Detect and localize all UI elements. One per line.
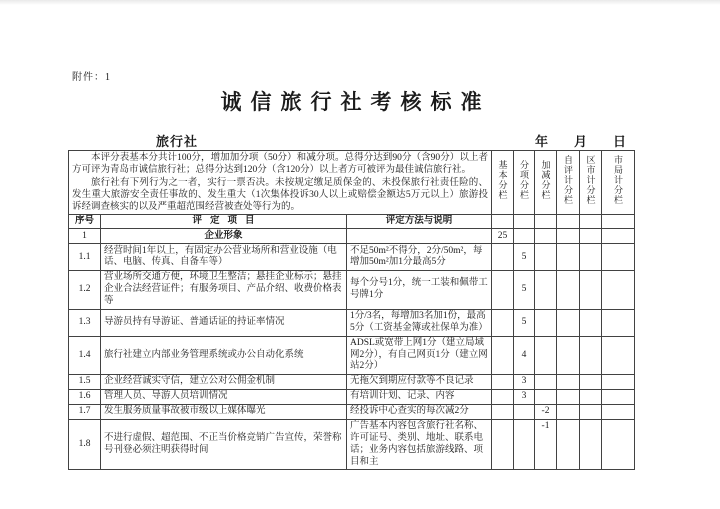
agency-name-label: 旅行社 (156, 134, 199, 149)
score-subitem-cell: 5 (514, 309, 535, 336)
subheader (68, 131, 634, 147)
column-header-district-score (580, 151, 602, 215)
score-plus-minus-cell (535, 390, 557, 405)
table-row (69, 405, 635, 420)
row-number: 1.1 (69, 244, 101, 271)
score-basic-cell (492, 390, 514, 405)
score-plus-minus-cell (535, 244, 557, 271)
row-number: 1.4 (69, 336, 101, 374)
table-row (69, 375, 635, 390)
row-item-text: 发生服务质量事故被市级以上媒体曝光 (101, 405, 347, 420)
score-plus-minus-cell: -1 (535, 420, 557, 470)
page-title: 诚信旅行社考核标准 (220, 90, 491, 114)
header-empty-cell (535, 215, 557, 229)
score-basic-cell: 25 (492, 229, 514, 244)
score-bureau-cell (602, 229, 635, 244)
score-plus-minus-cell (535, 375, 557, 390)
score-bureau-cell (602, 244, 635, 271)
column-header-bureau-score-label: 市局计分栏 (613, 155, 623, 206)
column-header-plus-minus-score (535, 151, 557, 215)
assessment-table (68, 150, 635, 470)
row-item-text: 营业场所交通方便，环境卫生整洁；悬挂企业标示；悬挂企业合法经营证件；有服务项目、产品介绍、收费价格表等 (101, 271, 347, 309)
row-method-text (347, 229, 492, 244)
row-method-text: 广告基本内容包含旅行社名称、许可证号、类别、地址、联系电话；业务内容包括旅游线路、项目和主 (347, 420, 492, 470)
row-item-text: 旅行社建立内部业务管理系统或办公自动化系统 (101, 336, 347, 374)
score-bureau-cell (602, 309, 635, 336)
row-item-text: 不进行虚假、超范围、不正当价格竞销广告宣传，荣誉称号刊登必须注明获得时间 (101, 420, 347, 470)
row-method-text: 经投诉中心查实的每次减2分 (347, 405, 492, 420)
row-item-text: 管理人员、导游人员培训情况 (101, 390, 347, 405)
column-header-item: 评定项目 (101, 215, 347, 229)
row-item-text: 导游员持有导游证、普通话证的持证率情况 (101, 309, 347, 336)
header-empty-cell (514, 215, 535, 229)
row-number: 1.8 (69, 420, 101, 470)
column-header-district-score-label: 区市计分栏 (585, 155, 596, 206)
score-self-cell (557, 229, 580, 244)
row-number: 1.5 (69, 375, 101, 390)
score-subitem-cell: 4 (514, 336, 535, 374)
score-district-cell (580, 309, 602, 336)
intro-paragraph-veto: 旅行社有下列行为之一者，实行一票否决。未按规定缴足质保金的、未投保旅行社责任险的、发生重大旅游安全责任事故的、发生重大（1次集体投诉30人以上或赔偿金额达5万元以上）旅游投诉经调查核实的以及严重超范围经营被查处等行为的。 (72, 177, 488, 213)
header-empty-cell (580, 215, 602, 229)
row-method-text: 每个分号1分，统一工装和佩带工号牌1分 (347, 271, 492, 309)
header-empty-cell (492, 215, 514, 229)
score-bureau-cell (602, 420, 635, 470)
score-basic-cell (492, 271, 514, 309)
intro-paragraph-scoring: 本评分表基本分共计100分，增加加分项（50分）和减分项。总得分达到90分（含90分）以上者方可评为青岛市诚信旅行社；总得分达到120分（含120分）以上者方可被评为最佳诚信旅行社。 (72, 153, 488, 176)
score-self-cell (557, 309, 580, 336)
score-self-cell (557, 420, 580, 470)
row-item-text: 经营时间1年以上，有固定办公营业场所和营业设施（电话、电脑、传真、自备车等） (101, 244, 347, 271)
row-number: 1.7 (69, 405, 101, 420)
score-district-cell (580, 244, 602, 271)
table-row (69, 244, 635, 271)
row-method-text: 有培训计划、记录、内容 (347, 390, 492, 405)
column-header-basic-score (492, 151, 514, 215)
date-fill-in-label: 年 月 日 (534, 134, 626, 149)
score-district-cell (580, 375, 602, 390)
score-bureau-cell (602, 271, 635, 309)
score-plus-minus-cell (535, 271, 557, 309)
intro-and-score-columns-row (69, 151, 635, 215)
score-basic-cell (492, 375, 514, 390)
row-number: 1.2 (69, 271, 101, 309)
score-basic-cell (492, 405, 514, 420)
table-row (69, 309, 635, 336)
score-subitem-cell (514, 420, 535, 470)
column-header-plus-minus-score-label: 加减分栏 (540, 160, 551, 201)
score-district-cell (580, 336, 602, 374)
column-header-bureau-score (602, 151, 635, 215)
column-header-subitem-score (514, 151, 535, 215)
score-bureau-cell (602, 405, 635, 420)
column-header-method: 评定方法与说明 (347, 215, 492, 229)
column-header-index: 序号 (69, 215, 101, 229)
score-basic-cell (492, 309, 514, 336)
score-district-cell (580, 271, 602, 309)
score-basic-cell (492, 420, 514, 470)
score-bureau-cell (602, 375, 635, 390)
row-item-text: 企业形象 (101, 229, 347, 244)
column-header-basic-score-label: 基本分栏 (497, 160, 508, 201)
row-number: 1.6 (69, 390, 101, 405)
score-subitem-cell: 5 (514, 271, 535, 309)
score-basic-cell (492, 336, 514, 374)
table-row (69, 229, 635, 244)
score-self-cell (557, 375, 580, 390)
score-subitem-cell: 5 (514, 244, 535, 271)
score-basic-cell (492, 244, 514, 271)
score-bureau-cell (602, 390, 635, 405)
row-item-text: 企业经营诚实守信，建立公对公佣金机制 (101, 375, 347, 390)
score-district-cell (580, 405, 602, 420)
row-method-text: 1分/3名，每增加3名加1份，最高5分（工资基金簿或社保单为准） (347, 309, 492, 336)
score-district-cell (580, 420, 602, 470)
score-subitem-cell: 3 (514, 375, 535, 390)
score-self-cell (557, 244, 580, 271)
score-self-cell (557, 271, 580, 309)
table-row (69, 336, 635, 374)
table-row (69, 271, 635, 309)
table-row (69, 390, 635, 405)
score-self-cell (557, 390, 580, 405)
score-subitem-cell: 3 (514, 390, 535, 405)
table-header-row (69, 215, 635, 229)
attachment-label: 附件：1 (72, 72, 111, 83)
score-subitem-cell (514, 405, 535, 420)
intro-cell (69, 151, 492, 215)
score-plus-minus-cell: -2 (535, 405, 557, 420)
row-method-text: 不足50m²不得分，2分/50m²，每增加50m²加1分最高5分 (347, 244, 492, 271)
score-plus-minus-cell (535, 309, 557, 336)
scan-edge-artifact (0, 0, 720, 5)
column-header-self-score (557, 151, 580, 215)
row-method-text: ADSL或宽带上网1分（建立局域网2分），有自己网页1分（建立网站2分） (347, 336, 492, 374)
table-row (69, 420, 635, 470)
score-subitem-cell (514, 229, 535, 244)
row-number: 1.3 (69, 309, 101, 336)
header-empty-cell (557, 215, 580, 229)
score-district-cell (580, 229, 602, 244)
header-empty-cell (602, 215, 635, 229)
score-district-cell (580, 390, 602, 405)
score-bureau-cell (602, 336, 635, 374)
column-header-self-score-label: 自评计分栏 (563, 155, 573, 206)
score-plus-minus-cell (535, 229, 557, 244)
row-number: 1 (69, 229, 101, 244)
score-self-cell (557, 336, 580, 374)
column-header-subitem-score-label: 分项分栏 (519, 160, 529, 201)
score-self-cell (557, 405, 580, 420)
row-method-text: 无拖欠到期应付款等不良记录 (347, 375, 492, 390)
score-plus-minus-cell (535, 336, 557, 374)
